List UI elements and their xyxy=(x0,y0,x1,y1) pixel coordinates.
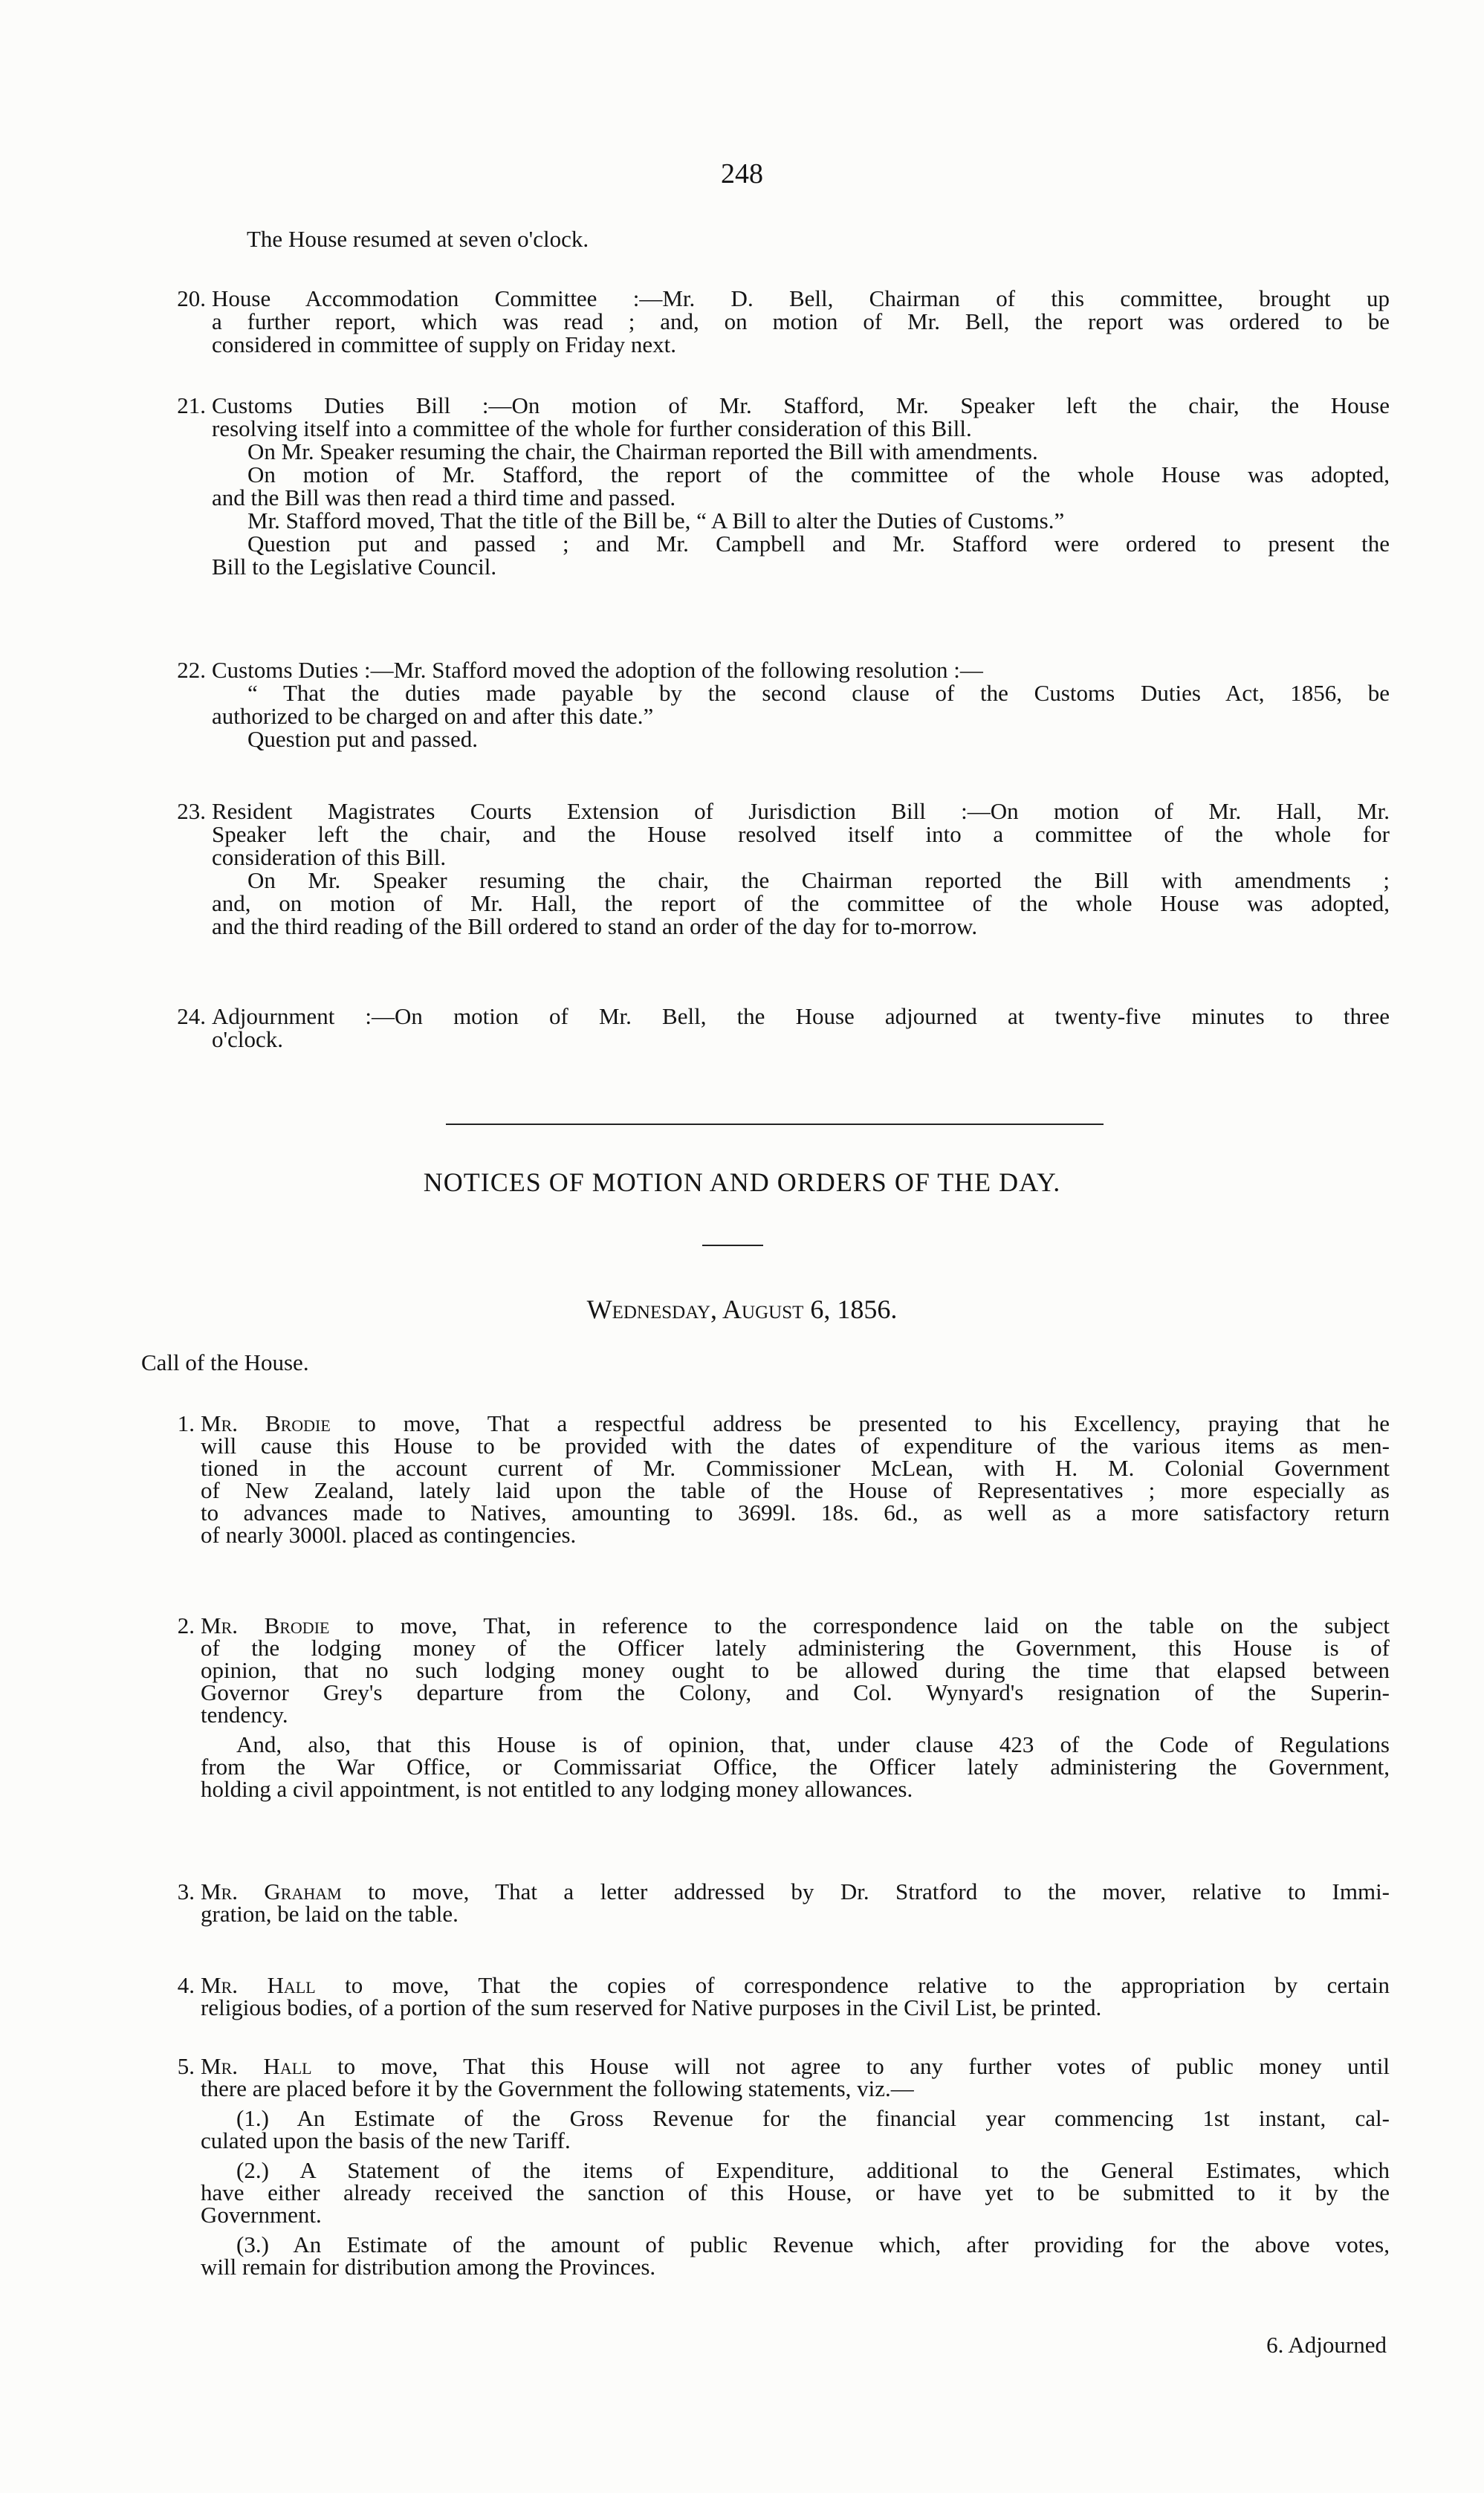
item-paragraph-line: have either already received the sanction of this House, or have yet to be submitted to it by the xyxy=(201,2179,1390,2205)
item-number: 21. xyxy=(177,392,206,418)
item-number: 23. xyxy=(177,798,206,824)
item-number: 3. xyxy=(177,1878,195,1904)
item-paragraph-line: and the third reading of the Bill ordered to stand an order of the day for to-morrow. xyxy=(212,913,978,939)
item-line: tioned in the account current of Mr. Commissioner McLean, with H. M. Colonial Government xyxy=(201,1455,1390,1481)
item-line: considered in committee of supply on Friday next. xyxy=(212,331,677,357)
item-first-line: 23. Resident Magistrates Courts Extension of Jurisdiction Bill :—On motion of Mr. Hall, Mr. xyxy=(212,800,1390,823)
item-first-line: 1. Mr. Brodie to move, That a respectful address be presented to his Excellency, praying that he xyxy=(201,1412,1390,1436)
item-paragraph-line: (3.) An Estimate of the amount of public Revenue which, after providing for the above votes, xyxy=(236,2231,1390,2257)
item-paragraph-line: authorized to be charged on and after this date.” xyxy=(212,703,654,729)
item-first-line: 3. Mr. Graham to move, That a letter addressed by Dr. Stratford to the mover, relative to Immi- xyxy=(201,1880,1390,1904)
item-line: gration, be laid on the table. xyxy=(201,1901,459,1927)
item-paragraph-line: (1.) An Estimate of the Gross Revenue for the financial year commencing 1st instant, cal- xyxy=(236,2105,1390,2131)
item-line: there are placed before it by the Government the following statements, viz.— xyxy=(201,2075,914,2101)
notices-heading: NOTICES OF MOTION AND ORDERS OF THE DAY. xyxy=(423,1167,1061,1197)
catchword: 6. Adjourned xyxy=(1266,2332,1387,2358)
item-paragraph-line: and, on motion of Mr. Hall, the report of the committee of the whole House was adopted, xyxy=(212,890,1390,916)
item-number: 1. xyxy=(177,1410,195,1436)
item-first-line: 5. Mr. Hall to move, That this House will not agree to any further votes of public money until xyxy=(201,2055,1390,2078)
item-first-line: 4. Mr. Hall to move, That the copies of correspondence relative to the appropriation by certain xyxy=(201,1974,1390,1997)
item-line: resolving itself into a committee of the whole for further consideration of this Bill. xyxy=(212,415,972,441)
item-line: to advances made to Natives, amounting to 3699l. 18s. 6d., as well as a more satisfactory return xyxy=(201,1500,1390,1526)
short-rule xyxy=(702,1245,763,1246)
item-line: a further report, which was read ; and, on motion of Mr. Bell, the report was ordered to be xyxy=(212,308,1390,334)
call-of-house: Call of the House. xyxy=(141,1349,309,1375)
item-number: 4. xyxy=(177,1972,195,1998)
item-first-line: 20. House Accommodation Committee :—Mr. D. Bell, Chairman of this committee, brought up xyxy=(212,287,1390,311)
item-paragraph-line: Mr. Stafford moved, That the title of the Bill be, “ A Bill to alter the Duties of Customs.” xyxy=(247,508,1065,534)
item-number: 2. xyxy=(177,1612,195,1638)
item-paragraph-line: will remain for distribution among the Provinces. xyxy=(201,2254,656,2280)
notices-date: Wednesday, August 6, 1856. xyxy=(586,1294,898,1324)
item-paragraph-line: holding a civil appointment, is not entitled to any lodging money allowances. xyxy=(201,1776,913,1802)
item-line: tendency. xyxy=(201,1702,288,1728)
item-paragraph-line: On Mr. Speaker resuming the chair, the Chairman reported the Bill with amendments ; xyxy=(247,867,1390,893)
item-line: Speaker left the chair, and the House resolved itself into a committee of the whole for xyxy=(212,821,1390,847)
item-paragraph-line: and the Bill was then read a third time and passed. xyxy=(212,484,676,510)
item-paragraph-line: from the War Office, or Commissariat Office, the Officer lately administering the Government, xyxy=(201,1754,1390,1780)
item-first-line: 24. Adjournment :—On motion of Mr. Bell, the House adjourned at twenty-five minutes to three xyxy=(212,1005,1390,1028)
item-line: will cause this House to be provided with the dates of expenditure of the various items as men- xyxy=(201,1433,1390,1459)
item-first-line: 2. Mr. Brodie to move, That, in reference to the correspondence laid on the table on the subject xyxy=(201,1614,1390,1638)
item-paragraph-line: culated upon the basis of the new Tariff. xyxy=(201,2127,571,2153)
item-line: of the lodging money of the Officer lately administering the Government, this House is of xyxy=(201,1635,1390,1661)
divider-rule xyxy=(446,1124,1104,1125)
member-name: Mr. Graham xyxy=(201,1878,342,1904)
item-paragraph-line: Question put and passed ; and Mr. Campbell and Mr. Stafford were ordered to present the xyxy=(247,531,1390,557)
item-number: 5. xyxy=(177,2053,195,2079)
item-first-line: 22. Customs Duties :—Mr. Stafford moved the adoption of the following resolution :— xyxy=(212,658,1390,682)
item-line: Governor Grey's departure from the Colony, and Col. Wynyard's resignation of the Superin- xyxy=(201,1679,1390,1705)
member-name: Mr. Hall xyxy=(201,2053,312,2079)
item-line: of New Zealand, lately laid upon the table of the House of Representatives ; more especially as xyxy=(201,1477,1390,1503)
item-paragraph-line: (2.) A Statement of the items of Expenditure, additional to the General Estimates, which xyxy=(236,2157,1390,2183)
item-line: o'clock. xyxy=(212,1026,283,1052)
item-paragraph-line: On motion of Mr. Stafford, the report of the committee of the whole House was adopted, xyxy=(247,461,1390,487)
item-line: of nearly 3000l. placed as contingencies. xyxy=(201,1522,577,1548)
item-paragraph-line: And, also, that this House is of opinion, that, under clause 423 of the Code of Regulations xyxy=(236,1731,1390,1757)
page-number: 248 xyxy=(721,158,763,189)
member-name: Mr. Hall xyxy=(201,1972,316,1998)
item-paragraph-line: Bill to the Legislative Council. xyxy=(212,554,497,580)
item-number: 22. xyxy=(177,657,206,683)
item-first-line: 21. Customs Duties Bill :—On motion of Mr. Stafford, Mr. Speaker left the chair, the House xyxy=(212,394,1390,418)
member-name: Mr. Brodie xyxy=(201,1612,330,1638)
member-name: Mr. Brodie xyxy=(201,1410,331,1436)
item-line: opinion, that no such lodging money ought to be allowed during the time that elapsed between xyxy=(201,1657,1390,1683)
resumed-line: The House resumed at seven o'clock. xyxy=(247,226,589,252)
item-number: 20. xyxy=(177,285,206,311)
item-paragraph-line: “ That the duties made payable by the second clause of the Customs Duties Act, 1856, be xyxy=(247,680,1390,706)
item-line: consideration of this Bill. xyxy=(212,844,447,870)
item-number: 24. xyxy=(177,1003,206,1029)
item-line: religious bodies, of a portion of the sum reserved for Native purposes in the Civil List, be printed. xyxy=(201,1994,1102,2020)
item-paragraph-line: Government. xyxy=(201,2202,322,2228)
item-paragraph-line: On Mr. Speaker resuming the chair, the Chairman reported the Bill with amendments. xyxy=(247,438,1038,464)
item-paragraph-line: Question put and passed. xyxy=(247,726,478,752)
